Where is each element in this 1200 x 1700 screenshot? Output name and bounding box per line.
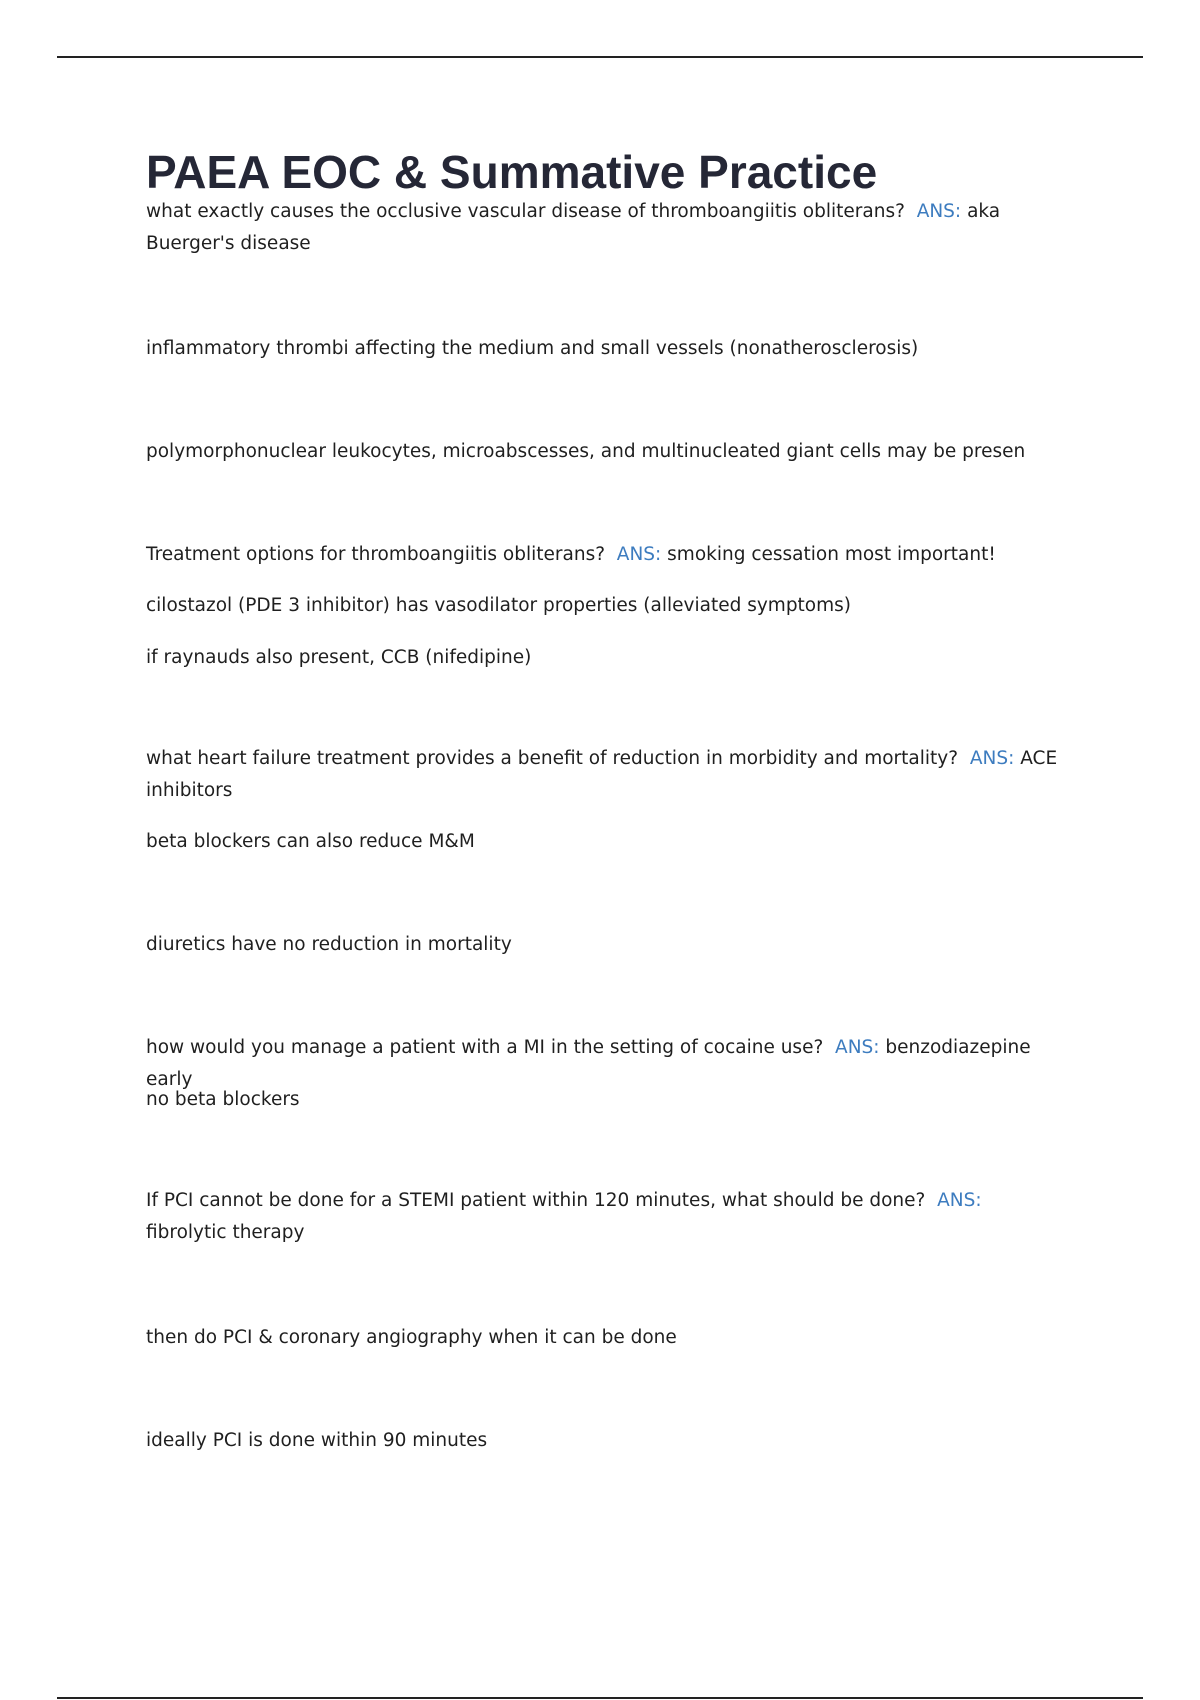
question-text: how would you manage a patient with a MI in the setting of cocaine use? [146,1037,824,1058]
header-rule [57,56,1143,58]
answer-text: aka Buerger's disease [146,201,1001,254]
note-line: diuretics have no reduction in mortality [146,934,512,955]
ans-label: ANS: [616,544,662,565]
document-title: PAEA EOC & Summative Practice [146,146,878,198]
footer-rule [57,1697,1143,1699]
ans-label: ANS: [969,748,1015,769]
note-line: no beta blockers [146,1089,300,1110]
qa-item-stemi-pci [146,1185,1066,1249]
question-text: what exactly causes the occlusive vascular disease of thromboangiitis obliterans? [146,201,905,222]
question-text: If PCI cannot be done for a STEMI patient within 120 minutes, what should be done? [146,1190,926,1211]
ans-label: ANS: [937,1190,982,1211]
answer-text: ACE inhibitors [146,748,1058,801]
qa-item-heart-failure [146,743,1066,807]
document-body [146,140,1066,1451]
answer-text: smoking cessation most important! [667,544,996,565]
note-line: ideally PCI is done within 90 minutes [146,1430,488,1451]
note-line: polymorphonuclear leukocytes, microabscesses, and multinucleated giant cells may be presen [146,441,1026,462]
question-text: what heart failure treatment provides a benefit of reduction in morbidity and mortality? [146,748,959,769]
qa-item-thromboangiitis-cause [146,196,1066,260]
answer-text: benzodiazepine early [146,1037,1031,1090]
answer-text: fibrolytic therapy [146,1222,305,1243]
note-line: then do PCI & coronary angiography when it can be done [146,1327,677,1348]
ans-label: ANS: [916,201,962,222]
qa-item-thromboangiitis-treatment [146,539,1066,571]
note-line: inflammatory thrombi affecting the medium and small vessels (nonatherosclerosis) [146,338,919,359]
note-line: if raynauds also present, CCB (nifedipine) [146,647,532,668]
note-line: beta blockers can also reduce M&M [146,831,475,852]
note-line: cilostazol (PDE 3 inhibitor) has vasodilator properties (alleviated symptoms) [146,595,852,616]
question-text: Treatment options for thromboangiitis obliterans? [146,544,606,565]
ans-label: ANS: [835,1037,880,1058]
